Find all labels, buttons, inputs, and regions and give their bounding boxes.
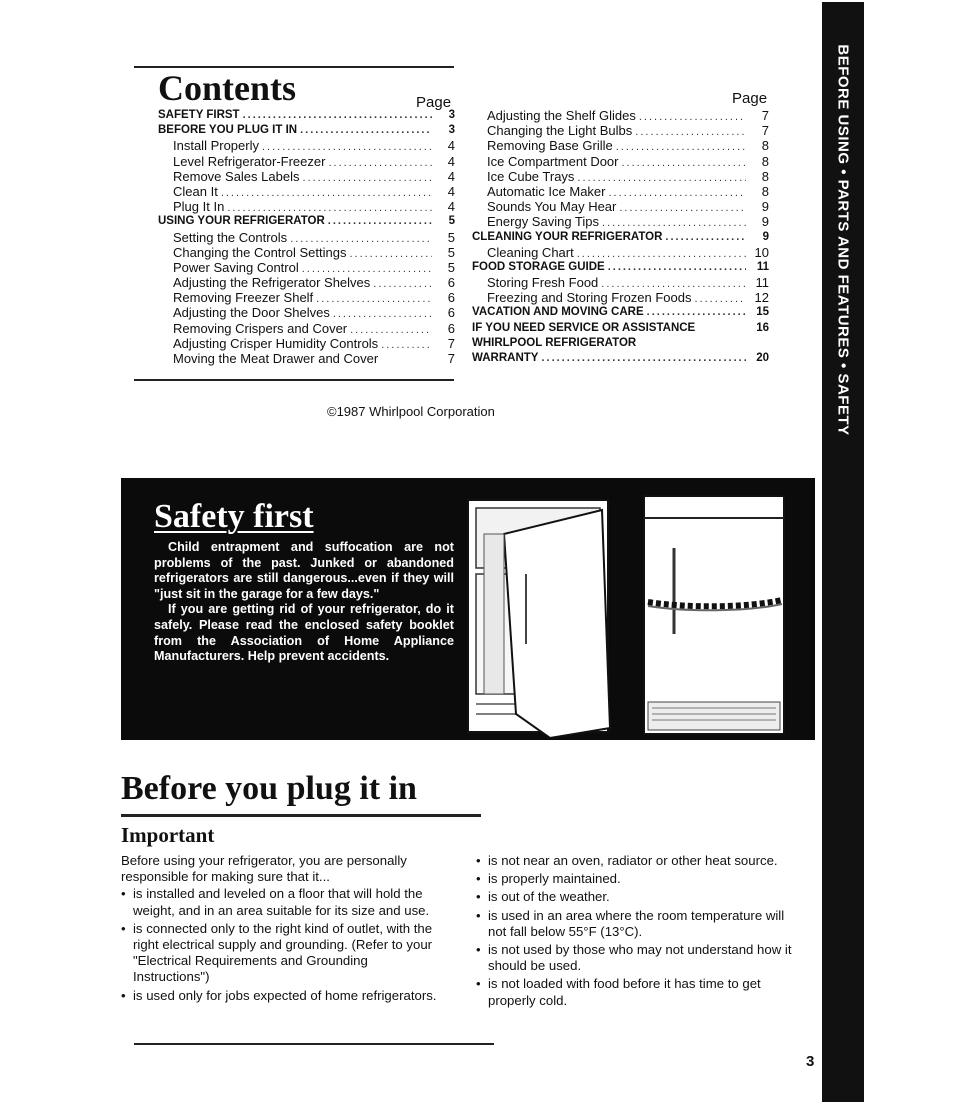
- section-title: Before you plug it in: [121, 770, 417, 807]
- toc-leader-dots: [647, 305, 746, 320]
- toc-entry-label: Plug It In: [173, 199, 225, 215]
- toc-entry-page: 6: [447, 290, 455, 306]
- toc-entry-page: 6: [447, 320, 455, 336]
- toc-entry: [472, 336, 769, 351]
- toc-entry: [472, 123, 769, 138]
- toc-entry: [158, 230, 455, 245]
- toc-entry-page: 8: [761, 183, 769, 199]
- toc-entry: [472, 305, 769, 320]
- toc-entry-page: 4: [447, 168, 455, 184]
- toc-entry-label: BEFORE YOU PLUG IT IN: [158, 124, 298, 137]
- toc-entry-label: Clean It: [173, 183, 218, 199]
- side-tab-label: BEFORE USING • PARTS AND FEATURES • SAFETY: [834, 44, 852, 436]
- right-bullet-list: [476, 853, 800, 1009]
- toc-entry-page: 8: [761, 153, 769, 169]
- toc-leader-dots: [328, 156, 432, 169]
- toc-entry-page: 10: [754, 244, 769, 260]
- body-right-column: [476, 853, 800, 1011]
- toc-entry: [472, 351, 769, 366]
- toc-entry: [472, 184, 769, 199]
- toc-leader-dots: [381, 338, 432, 351]
- bullet-item: • is used in an area where the room temperature will not fall below 55°F (13°C).: [476, 908, 800, 940]
- toc-leader-dots: [349, 247, 432, 260]
- toc-entry: [158, 305, 455, 320]
- toc-entry-page: 4: [447, 199, 455, 215]
- toc-entry-page: 12: [754, 290, 769, 306]
- toc-leader-dots: [373, 277, 432, 290]
- toc-entry-label: VACATION AND MOVING CARE: [472, 306, 644, 319]
- toc-leader-dots: [290, 232, 432, 245]
- toc-entry-page: 6: [447, 305, 455, 321]
- toc-entry-page: 9: [761, 214, 769, 230]
- toc-entry-label: Changing the Control Settings: [173, 244, 347, 260]
- toc-leader-dots: [243, 108, 432, 123]
- contents-title: Contents: [158, 68, 297, 108]
- refrigerator-illustration: [466, 494, 811, 740]
- toc-entry-label: Changing the Light Bulbs: [487, 123, 633, 139]
- bullet-item: • is used only for jobs expected of home refrigerators.: [121, 988, 445, 1004]
- toc-leader-dots: [300, 123, 432, 138]
- safety-paragraph-2: If you are getting rid of your refrigerator, do it safely. Please read the enclosed safety booklet from the Association of Home Appliance Manufacturers. Help prevent accidents.: [154, 602, 454, 664]
- toc-entry-page: 7: [761, 108, 769, 123]
- toc-entry: [158, 351, 455, 366]
- toc-leader-dots: [695, 292, 747, 305]
- toc-leader-dots: [616, 140, 746, 153]
- toc-leader-dots: [541, 351, 746, 366]
- toc-entry-label: Ice Cube Trays: [487, 168, 575, 184]
- toc-entry-page: 9: [761, 199, 769, 215]
- toc-leader-dots: [635, 125, 746, 138]
- body-left-column: [121, 853, 445, 1006]
- toc-leader-dots: [302, 262, 432, 275]
- toc-entry-page: 8: [761, 168, 769, 184]
- toc-entry-label: Power Saving Control: [173, 259, 299, 275]
- toc-entry: [472, 321, 769, 336]
- toc-entry: [472, 290, 769, 305]
- toc-entry-label: Moving the Meat Drawer and Cover: [173, 351, 379, 366]
- toc-entry: [158, 199, 455, 214]
- toc-leader-dots: [221, 186, 432, 199]
- toc-entry-page: 20: [756, 352, 769, 364]
- toc-leader-dots: [227, 201, 432, 214]
- toc-entry: [158, 154, 455, 169]
- toc-entry-page: 11: [755, 275, 769, 291]
- toc-leader-dots: [622, 156, 747, 169]
- toc-entry-label: Level Refrigerator-Freezer: [173, 153, 326, 169]
- toc-entry: [472, 275, 769, 290]
- toc-entry-page: 15: [756, 306, 769, 319]
- toc-page-header: Page: [416, 94, 452, 111]
- toc-entry-page: 5: [448, 215, 455, 228]
- toc-entry-label: Adjusting the Door Shelves: [173, 305, 330, 321]
- toc-entry-label: CLEANING YOUR REFRIGERATOR: [472, 230, 663, 243]
- toc-entry-page: 5: [447, 229, 455, 245]
- toc-leader-dots: [577, 247, 746, 260]
- toc-entry: [158, 245, 455, 260]
- toc-entry-label: SAFETY FIRST: [158, 109, 240, 121]
- toc-entry-page: 7: [761, 123, 769, 139]
- toc-leader-dots: [262, 140, 432, 153]
- toc-leader-dots: [350, 323, 432, 336]
- toc-entry: [472, 154, 769, 169]
- toc-entry: [472, 245, 769, 260]
- toc-entry-label: Adjusting Crisper Humidity Controls: [173, 335, 379, 351]
- toc-leader-dots: [316, 292, 432, 305]
- page-number: 3: [806, 1053, 815, 1070]
- toc-entry: [158, 123, 455, 138]
- section-rule: [121, 814, 481, 817]
- toc-leader-dots: [608, 260, 746, 275]
- bullet-item: • is out of the weather.: [476, 889, 800, 905]
- toc-entry-page: 4: [447, 138, 455, 154]
- toc-leader-dots: [577, 171, 746, 184]
- toc-entry-label: Cleaning Chart: [487, 244, 574, 260]
- toc-entry-label: Automatic Ice Maker: [487, 183, 606, 199]
- toc-leader-dots: [333, 307, 432, 320]
- toc-page-header: Page: [732, 90, 768, 107]
- toc-right-list: [472, 108, 769, 366]
- toc-entry-label: Removing Freezer Shelf: [173, 290, 314, 306]
- toc-entry: [158, 321, 455, 336]
- toc-entry-page: 5: [447, 259, 455, 275]
- toc-entry-label: Setting the Controls: [173, 229, 288, 245]
- bullet-item: • is installed and leveled on a floor that will hold the weight, and in an area suitable for its size and use.: [121, 886, 445, 918]
- toc-leader-dots: [602, 216, 746, 229]
- bullet-item: • is not used by those who may not understand how it should be used.: [476, 942, 800, 974]
- copyright-notice: ©1987 Whirlpool Corporation: [327, 404, 495, 419]
- toc-entry-label: Install Properly: [173, 138, 259, 154]
- safety-first-panel: [121, 478, 815, 740]
- toc-entry: [158, 290, 455, 305]
- toc-leader-dots: [601, 277, 746, 290]
- left-bullet-list: [121, 886, 445, 1003]
- safety-warning-text: [154, 540, 454, 665]
- toc-entry-label: Remove Sales Labels: [173, 168, 300, 184]
- toc-entry-label: Removing Crispers and Cover: [173, 320, 348, 336]
- toc-entry: [472, 108, 769, 123]
- toc-entry-label: Freezing and Storing Frozen Foods: [487, 290, 692, 306]
- toc-entry-page: 8: [761, 138, 769, 154]
- toc-entry-label: Adjusting the Refrigerator Shelves: [173, 275, 371, 291]
- toc-entry-label: Sounds You May Hear: [487, 199, 617, 215]
- important-heading: Important: [121, 823, 215, 847]
- bottom-rule: [134, 1043, 494, 1045]
- toc-entry-page: 4: [447, 183, 455, 199]
- toc-entry-page: 3: [448, 124, 455, 137]
- bullet-item: • is not loaded with food before it has time to get properly cold.: [476, 976, 800, 1008]
- toc-entry-page: 6: [447, 275, 455, 291]
- toc-entry: [158, 214, 455, 229]
- toc-entry-page: 9: [762, 230, 769, 243]
- safety-paragraph-1: Child entrapment and suffocation are not problems of the past. Junked or abandoned refrigerators are still dangerous...even if they will "just sit in the garage for a few days.": [154, 540, 454, 601]
- bullet-item: • is not near an oven, radiator or other heat source.: [476, 853, 800, 869]
- toc-entry-page: 3: [448, 109, 455, 121]
- toc-entry-page: 4: [447, 153, 455, 169]
- toc-entry-page: 16: [756, 321, 769, 334]
- toc-entry-page: 7: [447, 351, 455, 366]
- toc-leader-dots: [665, 230, 746, 245]
- toc-entry-label: IF YOU NEED SERVICE OR ASSISTANCE: [472, 321, 696, 334]
- toc-entry-label: Ice Compartment Door: [487, 153, 619, 169]
- bullet-item: • is properly maintained.: [476, 871, 800, 887]
- toc-entry-label: Storing Fresh Food: [487, 275, 599, 291]
- toc-entry: [472, 230, 769, 245]
- toc-leader-dots: [302, 171, 432, 184]
- toc-leader-dots: [639, 110, 746, 123]
- toc-entry-label: USING YOUR REFRIGERATOR: [158, 215, 325, 228]
- toc-entry-label: Removing Base Grille: [487, 138, 613, 154]
- bullet-item: • is connected only to the right kind of outlet, with the right electrical supply and grounding. (Refer to your "Electrical Requirements and Grounding Instructions"): [121, 921, 445, 986]
- toc-entry-page: 11: [756, 260, 769, 273]
- toc-entry: [158, 169, 455, 184]
- toc-entry: [158, 336, 455, 351]
- toc-entry: [472, 214, 769, 229]
- toc-leader-dots: [328, 214, 432, 229]
- toc-entry: [158, 138, 455, 153]
- toc-leader-dots: [609, 186, 747, 199]
- toc-entry: [158, 184, 455, 199]
- toc-entry: [472, 138, 769, 153]
- toc-entry: [158, 108, 455, 123]
- safety-title: Safety first: [154, 498, 314, 535]
- intro-text: Before using your refrigerator, you are personally responsible for making sure that it...: [121, 853, 407, 885]
- toc-entry: [158, 260, 455, 275]
- toc-entry: [472, 260, 769, 275]
- toc-leader-dots: [619, 201, 746, 214]
- toc-entry-label: WHIRLPOOL REFRIGERATOR: [472, 336, 637, 349]
- contents-bottom-rule: [134, 379, 454, 381]
- toc-entry-label: FOOD STORAGE GUIDE: [472, 260, 605, 273]
- toc-entry-page: 7: [447, 335, 455, 351]
- toc-entry-label: Energy Saving Tips: [487, 214, 600, 230]
- toc-left-list: [158, 108, 455, 366]
- toc-entry-page: 5: [447, 244, 455, 260]
- toc-entry-label: Adjusting the Shelf Glides: [487, 108, 636, 123]
- toc-entry: [472, 169, 769, 184]
- toc-entry-label: WARRANTY: [472, 352, 539, 364]
- toc-entry: [158, 275, 455, 290]
- toc-entry: [472, 199, 769, 214]
